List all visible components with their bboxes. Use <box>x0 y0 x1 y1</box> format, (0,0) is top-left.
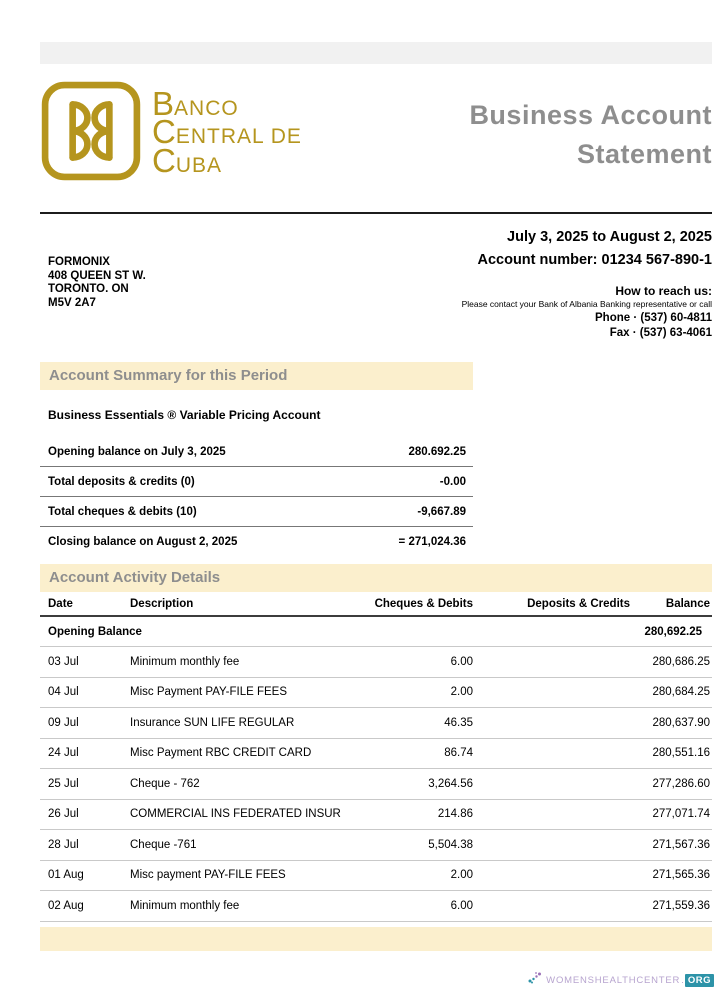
activity-cell-balance: 277,286.60 <box>652 777 710 790</box>
activity-cell-date: 09 Jul <box>48 716 79 729</box>
summary-table <box>40 437 473 556</box>
activity-cell-description: Minimum monthly fee <box>130 899 240 912</box>
watermark-org-badge: ORG <box>685 974 714 987</box>
summary-row <box>40 467 473 497</box>
recipient-postal: M5V 2A7 <box>48 296 96 309</box>
contact-note: Please contact your Bank of Albania Banking representative or call <box>461 299 712 309</box>
page-title-line-1: Business Account <box>469 100 712 130</box>
activity-cell-description: Insurance SUN LIFE REGULAR <box>130 716 295 729</box>
header-divider <box>40 212 712 214</box>
activity-table-row <box>40 739 712 770</box>
bank-name-line-3: CUBA <box>152 141 223 179</box>
activity-cell-balance: 280,551.16 <box>652 747 710 760</box>
top-gray-bar <box>40 42 712 64</box>
summary-row-label: Opening balance on July 3, 2025 <box>48 445 226 458</box>
activity-cell-debit: 6.00 <box>450 655 473 668</box>
activity-cell-balance: 277,071.74 <box>652 808 710 821</box>
activity-cell-description: Cheque - 762 <box>130 777 200 790</box>
activity-cell-debit: 2.00 <box>450 869 473 882</box>
summary-row-label: Total cheques & debits (10) <box>48 505 197 518</box>
activity-cell-balance: 280,684.25 <box>652 686 710 699</box>
bank-emblem-icon <box>40 80 142 182</box>
activity-cell-balance: 271,565.36 <box>652 869 710 882</box>
column-header-credits: Deposits & Credits <box>527 598 630 610</box>
watermark-text: WOMENSHEALTHCENTER <box>546 974 681 986</box>
bank-name <box>152 80 302 192</box>
statement-meta <box>40 222 712 340</box>
activity-cell-debit: 6.00 <box>450 899 473 912</box>
activity-table-row <box>40 678 712 709</box>
activity-table-body <box>40 647 712 922</box>
activity-cell-debit: 5,504.38 <box>428 838 473 851</box>
activity-cell-description: Misc payment PAY-FILE FEES <box>130 869 286 882</box>
activity-cell-balance: 280,686.25 <box>652 655 710 668</box>
activity-cell-description: Minimum monthly fee <box>130 655 240 668</box>
column-header-description: Description <box>130 598 194 610</box>
bank-name-line-2: CENTRAL DE <box>152 113 302 151</box>
activity-cell-description: Misc Payment PAY-FILE FEES <box>130 686 288 699</box>
activity-cell-debit: 2.00 <box>450 686 473 699</box>
activity-cell-description: Misc Payment RBC CREDIT CARD <box>130 747 312 760</box>
activity-cell-debit: 3,264.56 <box>428 777 473 790</box>
activity-cell-balance: 280,637.90 <box>652 716 710 729</box>
recipient-address <box>40 256 146 340</box>
summary-row-label: Total deposits & credits (0) <box>48 475 195 488</box>
page-title <box>469 96 712 192</box>
activity-table-header <box>40 592 712 617</box>
activity-cell-debit: 86.74 <box>444 747 473 760</box>
opening-balance-value: 280,692.25 <box>644 625 702 638</box>
summary-row <box>40 497 473 527</box>
dots-icon <box>528 970 543 984</box>
summary-row-label: Closing balance on August 2, 2025 <box>48 535 238 548</box>
activity-cell-debit: 46.35 <box>444 716 473 729</box>
summary-row-value: -9,667.89 <box>417 505 466 518</box>
summary-row-value: -0.00 <box>439 475 466 488</box>
activity-table-row <box>40 830 712 861</box>
watermark-separator: . <box>681 974 684 986</box>
footer-band <box>40 927 712 951</box>
opening-balance-label: Opening Balance <box>48 625 142 638</box>
summary-row <box>40 437 473 467</box>
activity-cell-date: 28 Jul <box>48 838 79 851</box>
summary-row-value: 280.692.25 <box>408 445 466 458</box>
opening-balance-row <box>40 617 712 647</box>
activity-table-row <box>40 891 712 922</box>
watermark <box>528 970 714 990</box>
activity-cell-date: 24 Jul <box>48 747 79 760</box>
account-type: Business Essentials ® Variable Pricing Account <box>48 408 321 422</box>
contact-fax: Fax · (537) 63-4061 <box>609 326 712 339</box>
activity-cell-date: 26 Jul <box>48 808 79 821</box>
recipient-street: 408 QUEEN ST W. <box>48 269 146 282</box>
bank-logo <box>40 80 302 192</box>
activity-cell-balance: 271,567.36 <box>652 838 710 851</box>
activity-cell-date: 01 Aug <box>48 869 84 882</box>
activity-section-title: Account Activity Details <box>40 564 712 592</box>
recipient-name: FORMONIX <box>48 256 110 268</box>
summary-section-title: Account Summary for this Period <box>40 362 473 390</box>
contact-heading: How to reach us: <box>615 284 712 298</box>
statement-period: July 3, 2025 to August 2, 2025 <box>507 229 712 245</box>
activity-table-row <box>40 647 712 678</box>
activity-cell-date: 25 Jul <box>48 777 79 790</box>
activity-table-row <box>40 708 712 739</box>
activity-cell-balance: 271,559.36 <box>652 899 710 912</box>
bank-name-line-1: BANCO <box>152 85 239 122</box>
column-header-debits: Cheques & Debits <box>374 598 473 610</box>
activity-table-row <box>40 861 712 892</box>
account-number: Account number: 01234 567-890-1 <box>477 252 712 268</box>
contact-phone: Phone · (537) 60-4811 <box>595 312 712 324</box>
activity-cell-description: COMMERCIAL INS FEDERATED INSUR <box>130 808 341 821</box>
summary-row <box>40 527 473 556</box>
summary-row-value: = 271,024.36 <box>398 535 466 548</box>
page-title-line-2: Statement <box>576 139 712 169</box>
activity-cell-debit: 214.86 <box>437 808 473 821</box>
masthead <box>40 80 712 192</box>
activity-cell-date: 02 Aug <box>48 899 84 912</box>
activity-cell-description: Cheque -761 <box>130 838 197 851</box>
activity-table-row <box>40 769 712 800</box>
column-header-balance: Balance <box>665 598 710 610</box>
activity-cell-date: 03 Jul <box>48 655 79 668</box>
activity-cell-date: 04 Jul <box>48 686 79 699</box>
column-header-date: Date <box>48 598 73 610</box>
statement-info <box>462 229 712 340</box>
recipient-city: TORONTO. ON <box>48 283 129 295</box>
activity-table-row <box>40 800 712 831</box>
